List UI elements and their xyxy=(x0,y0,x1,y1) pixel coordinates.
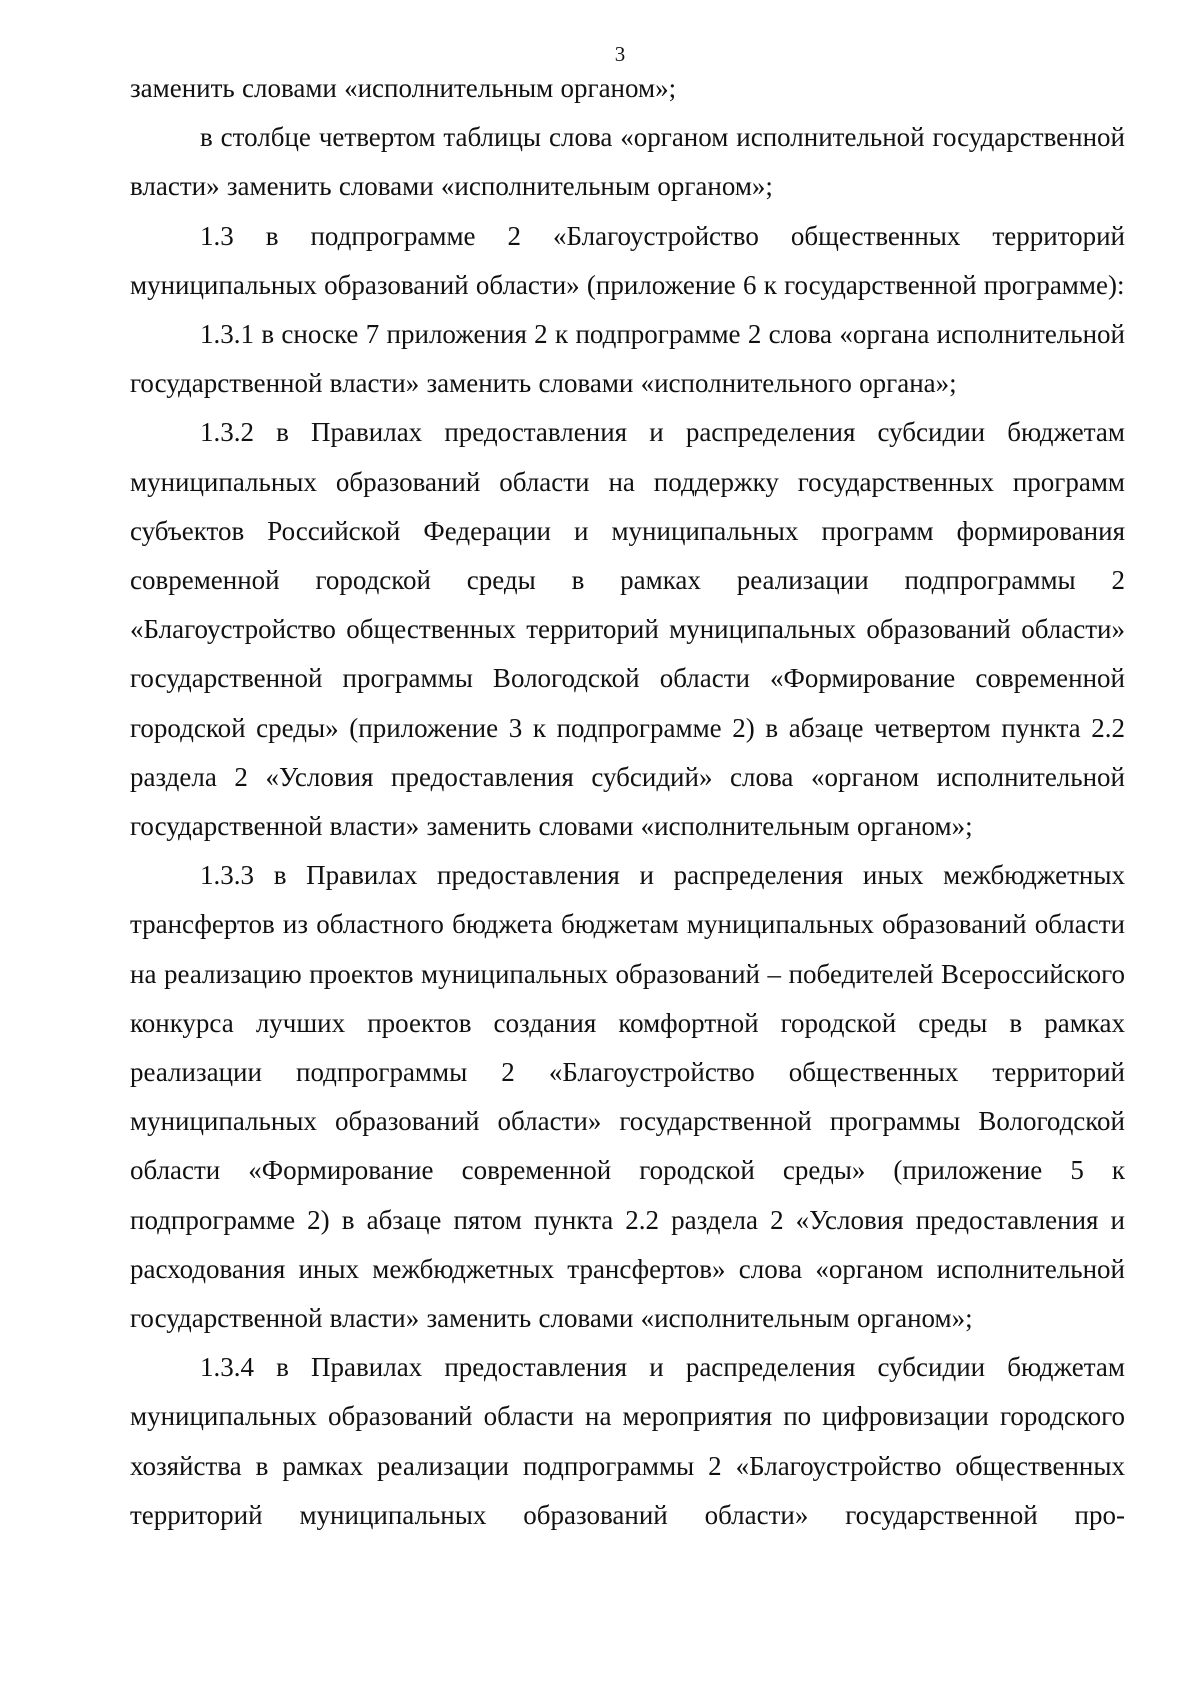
paragraph: 1.3 в подпрограмме 2 «Благоустройство общественных территорий муниципальных образований области» (приложение 6 к государственной программе): xyxy=(130,220,1125,300)
document-body xyxy=(130,64,1125,1540)
paragraph: в столбце четвертом таблицы слова «органом исполнительной государственной власти» заменить словами «исполнительным органом»; xyxy=(130,122,1125,202)
paragraph: 1.3.1 в сноске 7 приложения 2 к подпрограмме 2 слова «органа исполнительной государственной власти» заменить словами «исполнительного органа»; xyxy=(130,319,1125,399)
paragraph: 1.3.4 в Правилах предоставления и распределения субсидии бюджетам муниципальных образований области на мероприятия по цифровизации городского хозяйства в рамках реализации подпрограммы 2 «Благоустройство общественных территорий муниципальных образований области» государственной про- xyxy=(130,1352,1125,1530)
page-number: 3 xyxy=(614,42,626,66)
paragraph: 1.3.3 в Правилах предоставления и распределения иных межбюджетных трансфертов из областного бюджета бюджетам муниципальных образований области на реализацию проектов муниципальных образований – победителей Всероссийского конкурса лучших проектов создания комфортной городской среды в рамках реализации подпрограммы 2 «Благоустройство общественных территорий муниципальных образований области» государственной программы Вологодской области «Формирование современной городской среды» (приложение 5 к подпрограмме 2) в абзаце пятом пункта 2.2 раздела 2 «Условия предоставления и расходования иных межбюджетных трансфертов» слова «органом исполнительной государственной власти» заменить словами «исполнительным органом»; xyxy=(130,860,1125,1334)
paragraph: 1.3.2 в Правилах предоставления и распределения субсидии бюджетам муниципальных образований области на поддержку государственных программ субъектов Российской Федерации и муниципальных программ формирования современной городской среды в рамках реализации подпрограммы 2 «Благоустройство общественных территорий муниципальных образований области» государственной программы Вологодской области «Формирование современной городской среды» (приложение 3 к подпрограмме 2) в абзаце четвертом пункта 2.2 раздела 2 «Условия предоставления субсидий» слова «органом исполнительной государственной власти» заменить словами «исполнительным органом»; xyxy=(130,417,1125,842)
paragraph: заменить словами «исполнительным органом»; xyxy=(130,73,677,103)
